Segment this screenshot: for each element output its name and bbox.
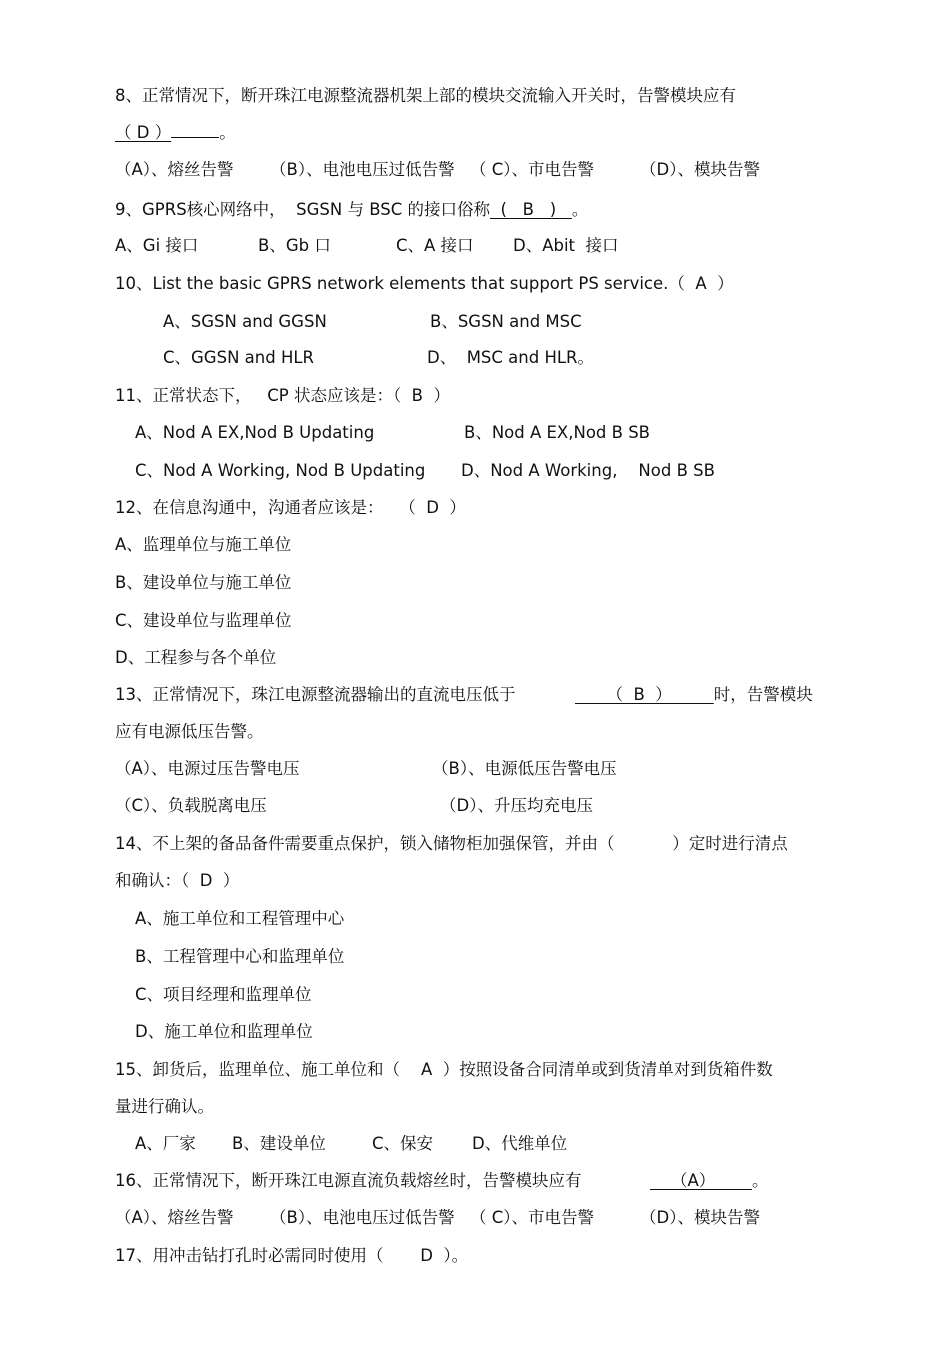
q10-option-d: D、 MSC and HLR。 [427, 348, 595, 367]
q15-option-a: A、厂家 [135, 1134, 196, 1153]
q17-text: 17、用冲击钻打孔时必需同时使用（ D ）。 [115, 1246, 469, 1265]
q8-option-c: （ C）、市电告警 [470, 160, 595, 179]
q12-option-d: D、工程参与各个单位 [115, 648, 277, 667]
q12-option-b: B、建设单位与施工单位 [115, 573, 292, 592]
q9-answer: ( B ) [490, 200, 572, 219]
q12-text: 12、在信息沟通中，沟通者应该是： （ D ） [115, 498, 466, 517]
q16-option-b: （B）、电池电压过低告警 [270, 1208, 455, 1227]
q13-answer [575, 684, 813, 706]
q11-option-c: C、Nod A Working, Nod B Updating [135, 461, 426, 480]
q9-text: 9、GPRS核心网络中， SGSN 与 BSC 的接口俗称 [115, 200, 490, 219]
q16-option-c: （ C）、市电告警 [470, 1208, 595, 1227]
q9-option-a: A、Gi 接口 [115, 236, 199, 255]
q10-text: 10、List the basic GPRS network elements that support PS service.（ A ） [115, 274, 734, 293]
q13-answer-value: （ B ） [575, 685, 714, 704]
q8-tail: 。 [219, 123, 236, 142]
q14-option-c: C、项目经理和监理单位 [135, 985, 312, 1004]
q8-option-b: （B）、电池电压过低告警 [270, 160, 455, 179]
q14-text-line2: 和确认：（ D ） [115, 871, 240, 890]
q8-option-d: （D）、模块告警 [640, 160, 760, 179]
q13-option-d: （D）、升压均充电压 [440, 796, 593, 815]
q14-option-a: A、施工单位和工程管理中心 [135, 909, 345, 928]
q15-text-line2: 量进行确认。 [115, 1097, 214, 1116]
q11-option-b: B、Nod A EX,Nod B SB [464, 423, 650, 442]
q11-text: 11、正常状态下， CP 状态应该是：（ B ） [115, 386, 450, 405]
q15-option-c: C、保安 [372, 1134, 434, 1153]
q14-option-d: D、施工单位和监理单位 [135, 1022, 313, 1041]
q10-option-a: A、SGSN and GGSN [163, 312, 327, 331]
q16-option-a: （A）、熔丝告警 [115, 1208, 234, 1227]
q13-text: 13、正常情况下，珠江电源整流器输出的直流电压低于 [115, 685, 516, 704]
q9-line [115, 199, 588, 221]
q16-tail: 。 [751, 1171, 769, 1190]
q13-option-a: （A）、电源过压告警电压 [115, 759, 300, 778]
q11-option-d: D、Nod A Working, Nod B SB [461, 461, 715, 480]
q9-option-c: C、A 接口 [396, 236, 474, 255]
q14-text: 14、不上架的备品备件需要重点保护，锁入储物柜加强保管，并由（ ）定时进行清点 [115, 834, 788, 853]
q8-option-a: （A）、熔丝告警 [115, 160, 234, 179]
q12-option-c: C、建设单位与监理单位 [115, 611, 292, 630]
q8-text: 8、正常情况下，断开珠江电源整流器机架上部的模块交流输入开关时，告警模块应有 [115, 86, 736, 105]
q15-option-b: B、建设单位 [232, 1134, 326, 1153]
q10-option-c: C、GGSN and HLR [163, 348, 315, 367]
q13-text-line2: 应有电源低压告警。 [115, 722, 264, 741]
q12-option-a: A、监理单位与施工单位 [115, 535, 292, 554]
q11-option-a: A、Nod A EX,Nod B Updating [135, 423, 375, 442]
q8-answer-blank [171, 123, 219, 138]
q15-option-d: D、代维单位 [472, 1134, 568, 1153]
q9-option-d: D、Abit 接口 [513, 236, 619, 255]
q15-text: 15、卸货后，监理单位、施工单位和（ A ）按照设备合同清单或到货清单对到货箱件数 [115, 1060, 773, 1079]
q16-option-d: （D）、模块告警 [640, 1208, 760, 1227]
q14-option-b: B、工程管理中心和监理单位 [135, 947, 345, 966]
q9-tail: 。 [571, 200, 589, 219]
q9-option-b: B、Gb 口 [258, 236, 331, 255]
q13-option-b: （B）、电源低压告警电压 [432, 759, 617, 778]
q8-answer-line [115, 122, 236, 144]
q8-answer: （ D ） [115, 123, 172, 142]
q16-answer [650, 1170, 768, 1192]
q13-tail: 时，告警模块 [713, 685, 813, 704]
q16-text: 16、正常情况下，断开珠江电源直流负载熔丝时，告警模块应有 [115, 1171, 582, 1190]
q13-option-c: （C）、负载脱离电压 [115, 796, 267, 815]
q16-answer-value: （A） [650, 1171, 752, 1190]
q10-option-b: B、SGSN and MSC [430, 312, 582, 331]
